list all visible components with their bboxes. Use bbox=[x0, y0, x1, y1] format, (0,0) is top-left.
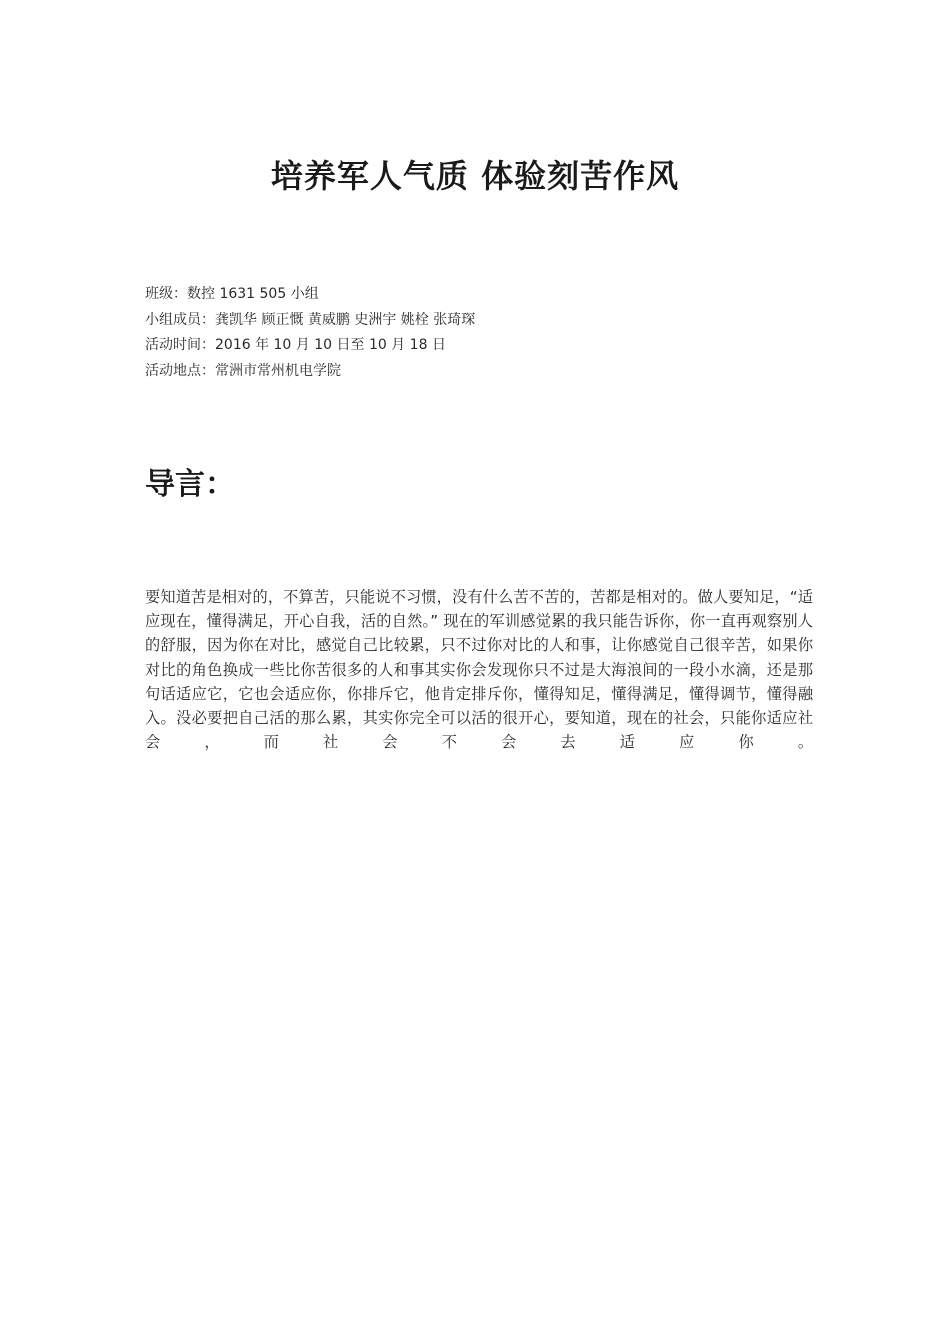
activity-info-list bbox=[145, 282, 805, 384]
info-location: 活动地点：常洲市常州机电学院 bbox=[145, 362, 341, 379]
section-heading-intro: 导言： bbox=[145, 467, 235, 502]
intro-paragraph: 要知道苦是相对的，不算苦，只能说不习惯，没有什么苦不苦的，苦都是相对的。做人要知足，“适应现在，懂得满足，开心自我，活的自然。” 现在的军训感觉累的我只能告诉你，你一直再观察别人的舒服，因为你在对比，感觉自己比较累，只不过你对比的人和事，让你感觉自己很辛苦，如果你对比的角色换成一些比你苦很多的人和事其实你会发现你只不过是大海浪间的一段小水滴，还是那句话适应它，它也会适应你，你排斥它，他肯定排斥你，懂得知足，懂得满足，懂得调节，懂得融入。没必要把自己活的那么累，其实你完全可以活的很开心，要知道，现在的社会，只能你适应社会，而社会不会去适应你。 bbox=[145, 588, 813, 752]
document-title: 培养军人气质 体验刻苦作风 bbox=[270, 157, 680, 195]
info-time: 活动时间：2016 年 10 月 10 日至 10 月 18 日 bbox=[145, 337, 446, 353]
info-class: 班级：数控 1631 505 小组 bbox=[145, 286, 319, 302]
info-members: 小组成员：龚凯华 顾正慨 黄威鹏 史洲宇 姚栓 张琦琛 bbox=[145, 311, 476, 328]
